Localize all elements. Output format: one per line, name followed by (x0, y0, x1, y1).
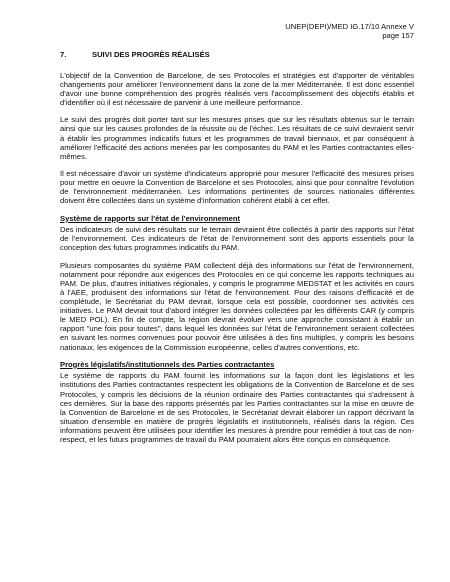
environment-reports-paragraph-1: Des indicateurs de suivi des résultats sur le terrain devraient être collectés à partir des rapports sur l'état de l'environnement. Ces indicateurs de l'état de l'environnement sont des apports essentiels pour la conception des futurs programmes indicatifs du PAM. (60, 225, 414, 253)
section-number: 7. (60, 49, 67, 59)
environment-reports-paragraph-2: Plusieurs composantes du système PAM collectent déjà des informations sur l'état de l'environnement, notamment pour répondre aux exigences des Protocoles en ce qui concerne les rapports techniques au PAM. De plus, d'autres initiatives régionales, y compris le programme MEDSTAT et les activités en cours à l'AEE, produisent des informations sur l'état de l'environnement. Pour des raisons d'efficacité et de complétude, le Secrétariat du PAM devrait, lorsque cela est possible, coordonner ses activités ces initiatives. Le PAM devrait tout d'abord intégrer les données collectées par les différents CAR (y compris le MED POL). En fin de compte, la région devrait évoluer vers une approche consistant à établir un rapport "une fois pour toutes", dans lequel les données sur l'état de l'environnement seraient collectées en suivant les normes convenues pour pouvoir être utilisées à des fins multiples, y compris les besoins nationaux, les exigences de la Commission européenne, celles d'autres conventions, etc. (60, 260, 414, 352)
intro-paragraph-3: Il est nécessaire d'avoir un système d'indicateurs approprié pour mesurer l'efficacité des mesures prises pour mettre en oeuvre la Convention de Barcelone et ses Protocoles, ainsi que pour connaître l'évolution de l'environnement méditerranéen. Les informations pertinentes de sources nationales différentes doivent être collectées dans un système d'information cohérent établi à cet effet. (60, 169, 414, 206)
subsection-heading-environment-reports: Système de rapports sur l'état de l'environnement (60, 213, 241, 223)
section-title: SUIVI DES PROGRÈS RÉALISÉS (92, 49, 210, 59)
legislative-progress-paragraph: Le système de rapports du PAM fournit les informations sur la façon dont les législations et les institutions des Parties contractantes respectent les obligations de la Convention de Barcelone et de ses Protocoles, y compris les décisions de la réunion ordinaire des Parties contractantes qui s'adressent à ces dernières. Sur la base des rapports présentés par les Parties contractantes sur la mise en œuvre de la Convention de Barcelone et de ses Protocoles, le Secrétariat devrait élaborer un rapport décrivant la situation d'ensemble en matière de progrès législatifs et institutionnels, réalisés dans la région. Ces informations peuvent être utilisées pour identifier les mesures à prendre pour remédier à tout cas de non-respect, et les futurs programmes de travail du PAM pourraient alors être conçus en conséquence. (60, 371, 414, 445)
section-heading (60, 50, 414, 60)
subsection-heading-legislative-progress: Progrès législatifs/institutionnels des Parties contractantes (60, 359, 275, 369)
intro-paragraph-2: Le suivi des progrès doit porter tant sur les mesures prises que sur les résultats obtenus sur le terrain ainsi que sur les causes profondes de la réussite ou de l'échec. Les résultats de ce suivi devraient servir à établir les programmes indicatifs futurs et les programmes de travail biennaux, et par conséquent à améliorer l'efficacité des actions menées par les composantes du PAM et les Parties contractantes elles-mêmes. (60, 115, 414, 161)
intro-paragraph-1: L'objectif de la Convention de Barcelone, de ses Protocoles et stratégies est d'apporter de véritables changements pour améliorer l'environnement dans la zone de la mer Méditerranée. Il est donc essentiel d'avoir une bonne compréhension des progrès réalisés vers l'accomplissement des objectifs établis et d'identifier où il est nécessaire de parvenir à une meilleure performance. (60, 70, 414, 108)
page-number: page 157 (382, 31, 414, 41)
page-header (60, 22, 414, 41)
document-reference: UNEP(DEPI)/MED IG.17/10 Annexe V (285, 22, 414, 31)
